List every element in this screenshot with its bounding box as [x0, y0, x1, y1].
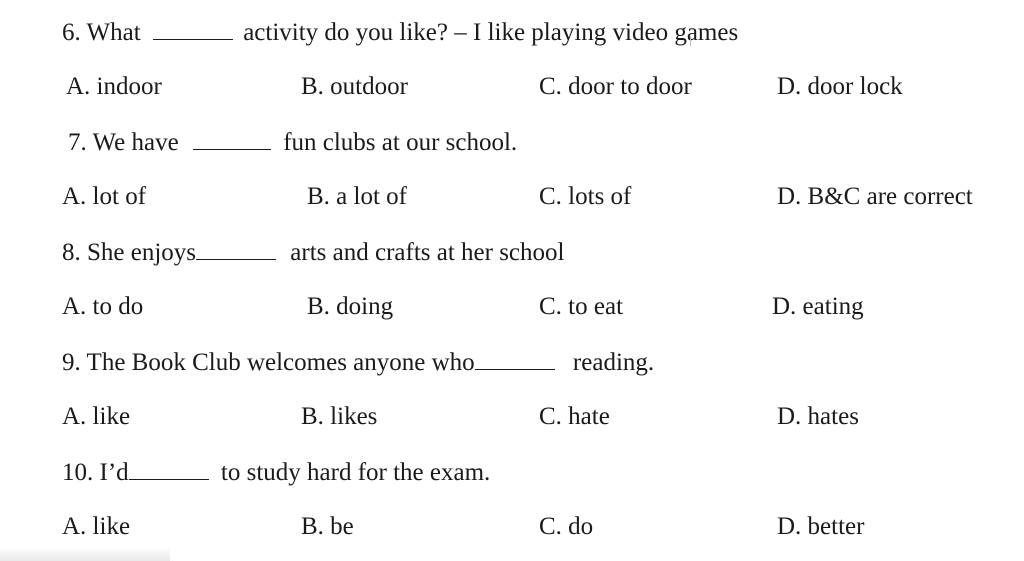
question-7-option-a: A. lot of	[62, 183, 147, 210]
question-9-text-after: reading.	[572, 349, 655, 376]
scan-artifact-mark	[690, 36, 695, 46]
question-7-blank	[193, 127, 271, 150]
question-10-option-d: D. better	[777, 513, 865, 540]
question-10-text-before: 10. I’d	[62, 459, 129, 486]
question-9-blank	[475, 347, 555, 370]
question-9-option-b: B. likes	[301, 403, 378, 430]
question-6-stem	[62, 17, 738, 47]
question-6-option-d: D. door lock	[777, 73, 903, 100]
question-8-text-after: arts and crafts at her school	[290, 239, 565, 266]
question-6-option-c: C. door to door	[539, 73, 692, 100]
question-8-option-a: A. to do	[62, 293, 144, 320]
question-9-option-d: D. hates	[777, 403, 859, 430]
question-6-text-before: 6. What	[62, 19, 141, 46]
question-10-option-c: C. do	[539, 513, 594, 540]
question-6-option-a: A. indoor	[66, 73, 162, 100]
question-9-text-before: 9. The Book Club welcomes anyone who	[62, 349, 475, 376]
question-10-option-b: B. be	[301, 513, 354, 540]
question-8-blank	[196, 237, 276, 260]
question-7-option-d: D. B&C are correct	[777, 183, 973, 210]
question-7-option-b: B. a lot of	[307, 183, 407, 210]
question-10-text-after: to study hard for the exam.	[220, 459, 491, 486]
question-7-option-c: C. lots of	[539, 183, 632, 210]
question-6-text-after: activity do you like? – I like playing video games	[243, 19, 739, 46]
question-8-option-c: C. to eat	[539, 293, 624, 320]
question-10-stem	[62, 457, 490, 487]
scan-edge-shadow	[0, 547, 170, 561]
question-8-option-b: B. doing	[307, 293, 394, 320]
question-9-stem	[62, 347, 654, 377]
question-8-stem	[62, 237, 564, 267]
question-7-text-after: fun clubs at our school.	[283, 129, 518, 156]
question-8-text-before: 8. She enjoys	[62, 239, 197, 266]
question-9-option-c: C. hate	[539, 403, 610, 430]
question-8-option-d: D. eating	[772, 293, 864, 320]
question-7-stem	[68, 127, 517, 157]
question-9-option-a: A. like	[62, 403, 131, 430]
question-6-option-b: B. outdoor	[301, 73, 408, 100]
question-7-text-before: 7. We have	[68, 129, 179, 156]
question-6-blank	[153, 17, 233, 40]
question-10-option-a: A. like	[62, 513, 131, 540]
question-10-blank	[129, 457, 209, 480]
